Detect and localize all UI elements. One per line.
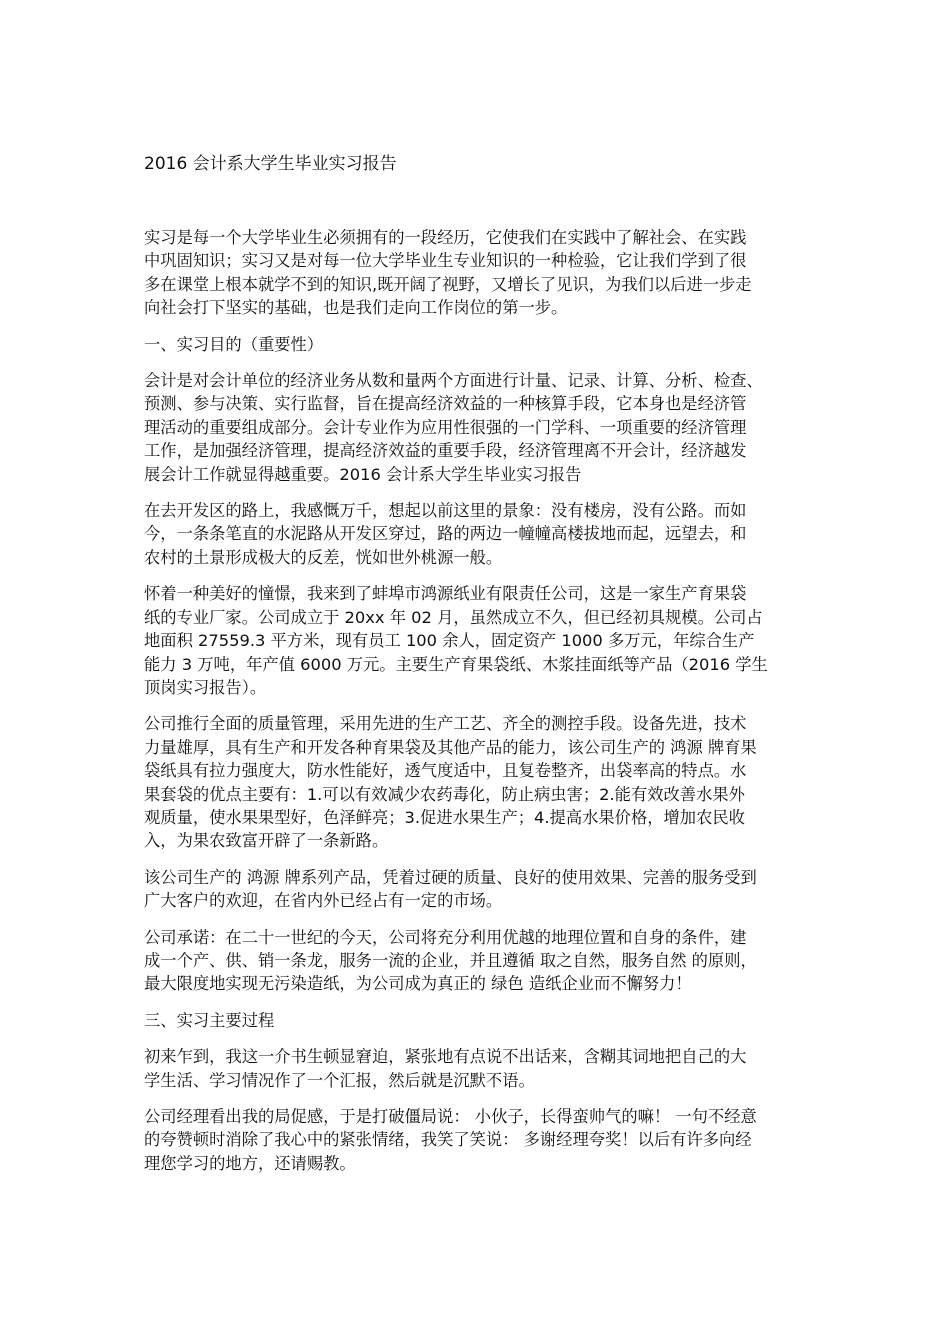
text-line: 学生活、学习情况作了一个汇报，然后就是沉默不语。: [144, 1070, 535, 1090]
paragraph: [144, 1105, 814, 1175]
document-body: [144, 226, 814, 1188]
text-line: 展会计工作就显得越重要。2016 会计系大学生毕业实习报告: [144, 464, 582, 484]
text-line: 能力 3 万吨，年产值 6000 万元。主要生产育果袋纸、木浆挂面纸等产品（2016 学生: [144, 654, 768, 674]
paragraph: [144, 926, 814, 996]
text-line: 理活动的重要组成部分。会计专业作为应用性很强的一门学科、一项重要的经济管理: [144, 417, 747, 437]
text-line: 最大限度地实现无污染造纸，为公司成为真正的 绿色 造纸企业而不懈努力！: [144, 974, 692, 994]
text-line: 一、实习目的（重要性）: [144, 334, 324, 354]
paragraph: [144, 333, 814, 356]
text-line: 广大客户的欢迎，在省内外已经占有一定的市场。: [144, 891, 503, 911]
text-line: 地面积 27559.3 平方米，现有员工 100 余人，固定资产 1000 多万元，年综合生产: [144, 631, 755, 651]
paragraph: [144, 866, 814, 913]
text-line: 该公司生产的 鸿源 牌系列产品，凭着过硬的质量、良好的使用效果、完善的服务受到: [144, 867, 757, 887]
document-title: 2016 会计系大学生毕业实习报告: [144, 154, 397, 174]
text-line: 怀着一种美好的憧憬，我来到了蚌埠市鸿源纸业有限责任公司，这是一家生产育果袋: [144, 584, 747, 604]
text-line: 公司经理看出我的局促感，于是打破僵局说： 小伙子，长得蛮帅气的嘛！ 一句不经意: [144, 1107, 757, 1126]
text-line: 入，为果农致富开辟了一条新路。: [144, 831, 389, 851]
text-line: 今，一条条笔直的水泥路从开发区穿过，路的两边一幢幢高楼拔地而起，远望去，和: [144, 524, 747, 544]
text-line: 理您学习的地方，还请赐教。: [144, 1153, 356, 1173]
text-line: 会计是对会计单位的经济业务从数和量两个方面进行计量、记录、计算、分析、检查、: [144, 371, 763, 391]
text-line: 果套袋的优点主要有：1.可以有效减少农药毒化，防止病虫害；2.能有效改善水果外: [144, 784, 745, 804]
text-line: 初来乍到，我这一介书生顿显窘迫，紧张地有点说不出话来，含糊其词地把自己的大: [144, 1047, 747, 1067]
text-line: 多在课堂上根本就学不到的知识,既开阔了视野，又增长了见识，为我们以后进一步走: [144, 274, 752, 294]
text-line: 的夸赞顿时消除了我心中的紧张情绪，我笑了笑说： 多谢经理夸奖！以后有许多向经: [144, 1130, 752, 1150]
text-line: 袋纸具有拉力强度大，防水性能好，透气度适中，且复卷整齐，出袋率高的特点。水: [144, 761, 747, 781]
text-line: 向社会打下坚实的基础，也是我们走向工作岗位的第一步。: [144, 298, 568, 318]
text-line: 中巩固知识；实习又是对每一位大学毕业生专业知识的一种检验，它让我们学到了很: [144, 251, 747, 271]
text-line: 公司承诺：在二十一世纪的今天，公司将充分利用优越的地理位置和自身的条件，建: [144, 927, 747, 947]
text-line: 在去开发区的路上，我感慨万千，想起以前这里的景象：没有楼房，没有公路。而如: [144, 501, 747, 521]
paragraph: [144, 1009, 814, 1032]
text-line: 顶岗实习报告）。: [144, 677, 267, 697]
paragraph: [144, 499, 814, 569]
text-line: 力量雄厚，具有生产和开发各种育果袋及其他产品的能力，该公司生产的 鸿源 牌育果: [144, 737, 757, 757]
text-line: 公司推行全面的质量管理，采用先进的生产工艺、齐全的测控手段。设备先进，技术: [144, 714, 747, 734]
text-line: 工作，是加强经济管理，提高经济效益的重要手段，经济管理离不开会计，经济越发: [144, 441, 747, 461]
paragraph: [144, 712, 814, 852]
text-line: 成一个产、供、销一条龙，服务一流的企业，并且遵循 取之自然，服务自然 的原则，: [144, 950, 757, 970]
text-line: 三、实习主要过程: [144, 1010, 275, 1030]
text-line: 纸的专业厂家。公司成立于 20xx 年 02 月，虽然成立不久，但已经初具规模。公司占: [144, 607, 763, 627]
paragraph: [144, 582, 814, 699]
paragraph: [144, 369, 814, 486]
text-line: 实习是每一个大学毕业生必须拥有的一段经历，它使我们在实践中了解社会、在实践: [144, 228, 747, 247]
text-line: 农村的土景形成极大的反差，恍如世外桃源一般。: [144, 547, 503, 567]
text-line: 预测、参与决策、实行监督，旨在提高经济效益的一种核算手段，它本身也是经济管: [144, 394, 747, 414]
paragraph: [144, 226, 814, 320]
text-line: 观质量，使水果果型好，色泽鲜亮；3.促进水果生产；4.提高水果价格，增加农民收: [144, 807, 745, 827]
paragraph: [144, 1045, 814, 1092]
